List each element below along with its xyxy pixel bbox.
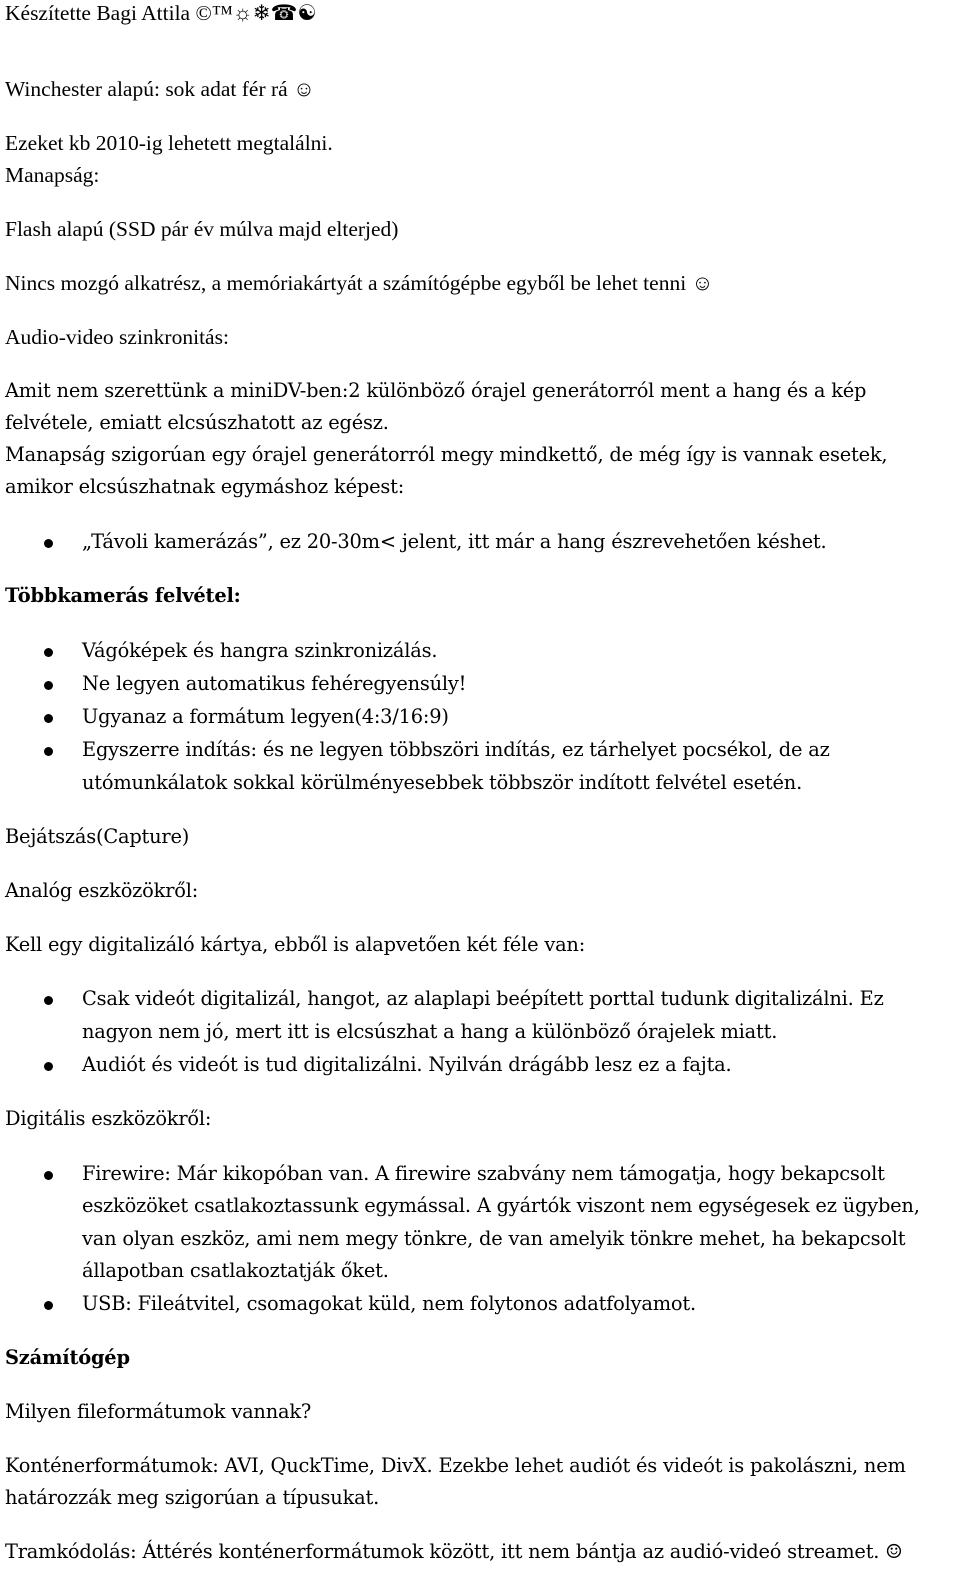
- list-item-firewire-line-2: eszközöket csatlakoztassunk egymással. A gyártók viszont nem egységesek ez ügyben,: [82, 1194, 920, 1217]
- list-item-csak-line-1: Csak videót digitalizál, hangot, az alaplapi beépített porttal tudunk digitalizálni. Ez: [82, 987, 884, 1010]
- paragraph-kell: Kell egy digitalizáló kártya, ebből is alapvetően két féle van:: [5, 933, 586, 956]
- paragraph-analog: Analóg eszközökről:: [5, 879, 199, 902]
- paragraph-digitalis: Digitális eszközökről:: [5, 1107, 212, 1130]
- paragraph-amit-line-1: Amit nem szerettünk a miniDV-ben:2 különböző órajel generátorról ment a hang és a kép: [5, 379, 867, 402]
- heading-tobbkameras: Többkamerás felvétel:: [5, 584, 241, 607]
- list-item-firewire-line-4: állapotban csatlakoztatják őket.: [82, 1259, 389, 1282]
- list-item-firewire-line-3: van olyan eszköz, ami nem megy tönkre, de van amelyik tönkre mehet, ha bekapcsolt: [82, 1227, 906, 1250]
- paragraph-winchester: Winchester alapú: sok adat fér rá ☺: [5, 77, 316, 101]
- paragraph-kontener-line-2: határozzák meg szigorúan a típusukat.: [5, 1486, 380, 1509]
- paragraph-bejatszas: Bejátszás(Capture): [5, 825, 190, 848]
- document-header: Készítette Bagi Attila ©™☼❄☎☯: [5, 1, 317, 25]
- list-item-vagokepek: Vágóképek és hangra szinkronizálás.: [82, 639, 438, 662]
- list-item-firewire-line-1: Firewire: Már kikopóban van. A firewire szabvány nem támogatja, hogy bekapcsolt: [82, 1162, 885, 1185]
- paragraph-manapsag-szigoruan-line-1: Manapság szigorúan egy órajel generátorról megy mindkettő, de még így is vannak esetek,: [5, 443, 888, 466]
- heading-audio-video: Audio-video szinkronitás:: [5, 325, 229, 349]
- bullet-icon: [44, 714, 53, 723]
- paragraph-flash: Flash alapú (SSD pár év múlva majd elterjed): [5, 217, 399, 241]
- paragraph-manapsag-szigoruan-line-2: amikor elcsúszhatnak egymáshoz képest:: [5, 475, 405, 498]
- bullet-icon: [44, 648, 53, 657]
- paragraph-manapsag: Manapság:: [5, 163, 100, 187]
- bullet-icon: [44, 681, 53, 690]
- list-item-tavoli: „Távoli kamerázás”, ez 20-30m< jelent, itt már a hang észrevehetően késhet.: [82, 530, 827, 553]
- bullet-icon: [44, 1171, 53, 1180]
- bullet-icon: [44, 1301, 53, 1310]
- paragraph-milyen: Milyen fileformátumok vannak?: [5, 1400, 312, 1423]
- list-item-usb: USB: Fileátvitel, csomagokat küld, nem folytonos adatfolyamot.: [82, 1292, 696, 1315]
- list-item-egyszerre-line-1: Egyszerre indítás: és ne legyen többszöri indítás, ez tárhelyet pocsékol, de az: [82, 738, 830, 761]
- list-item-audiot: Audiót és videót is tud digitalizálni. Nyilván drágább lesz ez a fajta.: [82, 1053, 732, 1076]
- bullet-icon: [44, 996, 53, 1005]
- heading-szamitogep: Számítógép: [5, 1346, 130, 1369]
- bullet-icon: [44, 747, 53, 756]
- list-item-csak-line-2: nagyon nem jó, mert itt is elcsúszhat a hang a különböző órajelek miatt.: [82, 1020, 778, 1043]
- bullet-icon: [44, 539, 53, 548]
- paragraph-kontener-line-1: Konténerformátumok: AVI, QuckTime, DivX. Ezekbe lehet audiót és videót is pakolászni, nem: [5, 1454, 906, 1477]
- paragraph-amit-line-2: felvétele, emiatt elcsúszhatott az egész.: [5, 411, 389, 434]
- list-item-egyszerre-line-2: utómunkálatok sokkal körülményesebbek többször indított felvétel esetén.: [82, 771, 803, 794]
- paragraph-tramkodolas: Tramkódolás: Áttérés konténerformátumok között, itt nem bántja az audió-videó streamet. ☺: [5, 1540, 903, 1563]
- paragraph-ezeket: Ezeket kb 2010-ig lehetett megtalálni.: [5, 131, 333, 155]
- bullet-icon: [44, 1062, 53, 1071]
- paragraph-nincs: Nincs mozgó alkatrész, a memóriakártyát a számítógépbe egyből be lehet tenni ☺: [5, 271, 714, 295]
- list-item-ugyanaz: Ugyanaz a formátum legyen(4:3/16:9): [82, 705, 449, 728]
- list-item-ne-legyen: Ne legyen automatikus fehéregyensúly!: [82, 672, 467, 695]
